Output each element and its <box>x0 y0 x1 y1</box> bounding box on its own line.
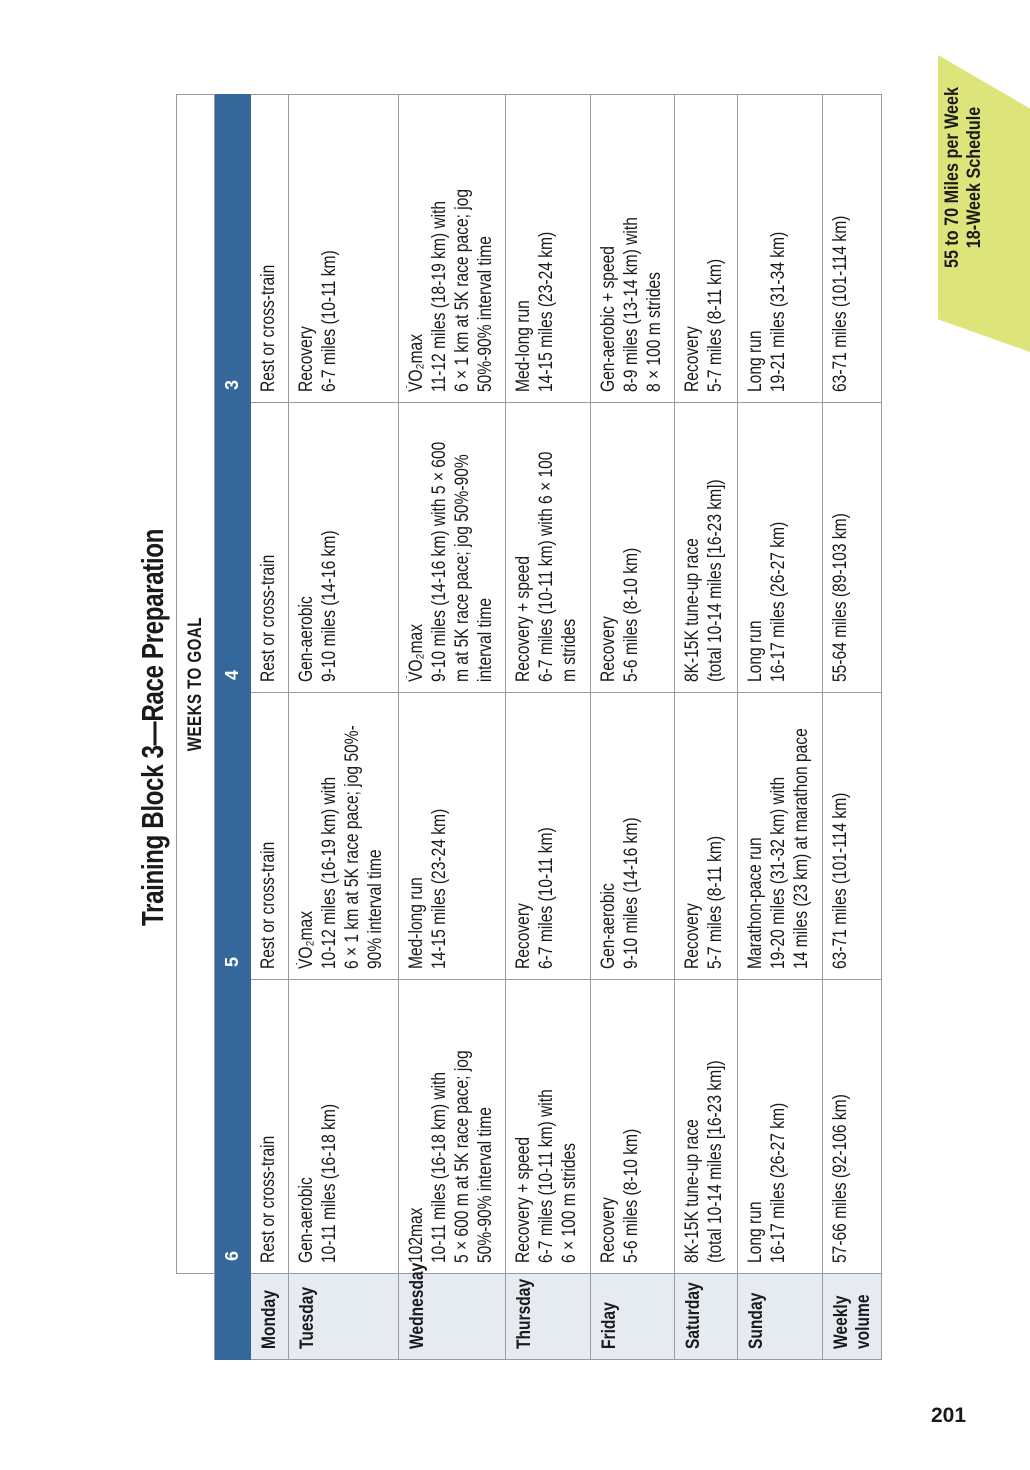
table-cell: Med-long run 14-15 miles (23-24 km) <box>399 693 506 980</box>
table-cell: Gen-aerobic + speed 8-9 miles (13-14 km) with 8 × 100 m strides <box>591 94 675 402</box>
table-cell: Recovery 5-6 miles (8-10 km) <box>591 980 675 1274</box>
table-cell: Marathon-pace run 19-20 miles (31-32 km) with 14 miles (23 km) at marathon pace <box>738 693 823 980</box>
table-cell: 55-64 miles (89-103 km) <box>823 403 882 693</box>
table-cell: Gen-aerobic 9-10 miles (14-16 km) <box>289 403 399 693</box>
table-cell: V̇O₂max 11-12 miles (18-19 km) with 6 × 1 km at 5K race pace; jog 50%-90% interval time <box>399 94 506 402</box>
table-cell: Recovery 6-7 miles (10-11 km) <box>289 94 399 402</box>
table-cell: Recovery 6-7 miles (10-11 km) <box>506 693 591 980</box>
page-number: 201 <box>931 1404 967 1427</box>
day-label: Wednesday <box>399 1274 506 1360</box>
day-label: Weekly volume <box>823 1274 882 1360</box>
table-cell: Rest or cross-train <box>251 693 289 980</box>
table-row <box>591 94 675 1359</box>
chapter-side-tab-text <box>942 55 1012 300</box>
table-cell: Gen-aerobic 9-10 miles (14-16 km) <box>591 693 675 980</box>
table-row <box>506 94 591 1359</box>
table-row <box>738 94 823 1359</box>
table-cell: 8K-15K tune-up race (total 10-14 miles [16-23 km]) <box>675 980 738 1274</box>
table-row <box>399 94 506 1359</box>
side-tab-line2: 18-Week Schedule <box>964 106 985 249</box>
table-cell: Long run 19-21 miles (31-34 km) <box>738 94 823 402</box>
table-row <box>675 94 738 1359</box>
table-row <box>823 94 882 1359</box>
table-cell: 102max 10-11 miles (16-18 km) with 5 × 600 m at 5K race pace; jog 50%-90% interval time <box>399 980 506 1274</box>
weeks-to-goal-header: WEEKS TO GOAL <box>177 94 215 1273</box>
table-row <box>289 94 399 1359</box>
rotated-page-content <box>135 95 890 1360</box>
day-label: Thursday <box>506 1274 591 1360</box>
side-tab-line1: 55 to 70 Miles per Week <box>942 86 963 269</box>
corner-blank <box>177 1274 215 1360</box>
table-cell: Rest or cross-train <box>251 403 289 693</box>
table-cell: 57-66 miles (92-106 km) <box>823 980 882 1274</box>
day-label: Tuesday <box>289 1274 399 1360</box>
training-table <box>176 94 882 1360</box>
table-row <box>251 94 289 1359</box>
table-cell: Rest or cross-train <box>251 980 289 1274</box>
table-cell: Long run 16-17 miles (26-27 km) <box>738 403 823 693</box>
table-cell: Recovery 5-7 miles (8-11 km) <box>675 693 738 980</box>
corner-blue <box>215 1274 251 1360</box>
table-cell: V̇O₂max 9-10 miles (14-16 km) with 5 × 600 m at 5K race pace; jog 50%-90% interval time <box>399 403 506 693</box>
column-header-3: 3 <box>215 94 251 402</box>
table-cell: Recovery + speed 6-7 miles (10-11 km) with 6 × 100 m strides <box>506 403 591 693</box>
table-cell: Gen-aerobic 10-11 miles (16-18 km) <box>289 980 399 1274</box>
table-cell: V̇O₂max 10-12 miles (16-19 km) with 6 × 1 km at 5K race pace; jog 50%- 90% interval time <box>289 693 399 980</box>
table-cell: Recovery 5-6 miles (8-10 km) <box>591 403 675 693</box>
day-label: Monday <box>251 1274 289 1360</box>
table-cell: Med-long run 14-15 miles (23-24 km) <box>506 94 591 402</box>
table-cell: Recovery 5-7 miles (8-11 km) <box>675 94 738 402</box>
table-cell: Recovery + speed 6-7 miles (10-11 km) with 6 × 100 m strides <box>506 980 591 1274</box>
table-cell: Long run 16-17 miles (26-27 km) <box>738 980 823 1274</box>
table-cell: Rest or cross-train <box>251 94 289 402</box>
column-header-5: 5 <box>215 693 251 980</box>
column-header-6: 6 <box>215 980 251 1274</box>
column-header-4: 4 <box>215 403 251 693</box>
table-title: Training Block 3—Race Preparation <box>135 529 170 926</box>
table-cell: 63-71 miles (101-114 km) <box>823 693 882 980</box>
day-label: Sunday <box>738 1274 823 1360</box>
day-label: Friday <box>591 1274 675 1360</box>
table-cell: 8K-15K tune-up race (total 10-14 miles [16-23 km]) <box>675 403 738 693</box>
table-cell: 63-71 miles (101-114 km) <box>823 94 882 402</box>
day-label: Saturday <box>675 1274 738 1360</box>
